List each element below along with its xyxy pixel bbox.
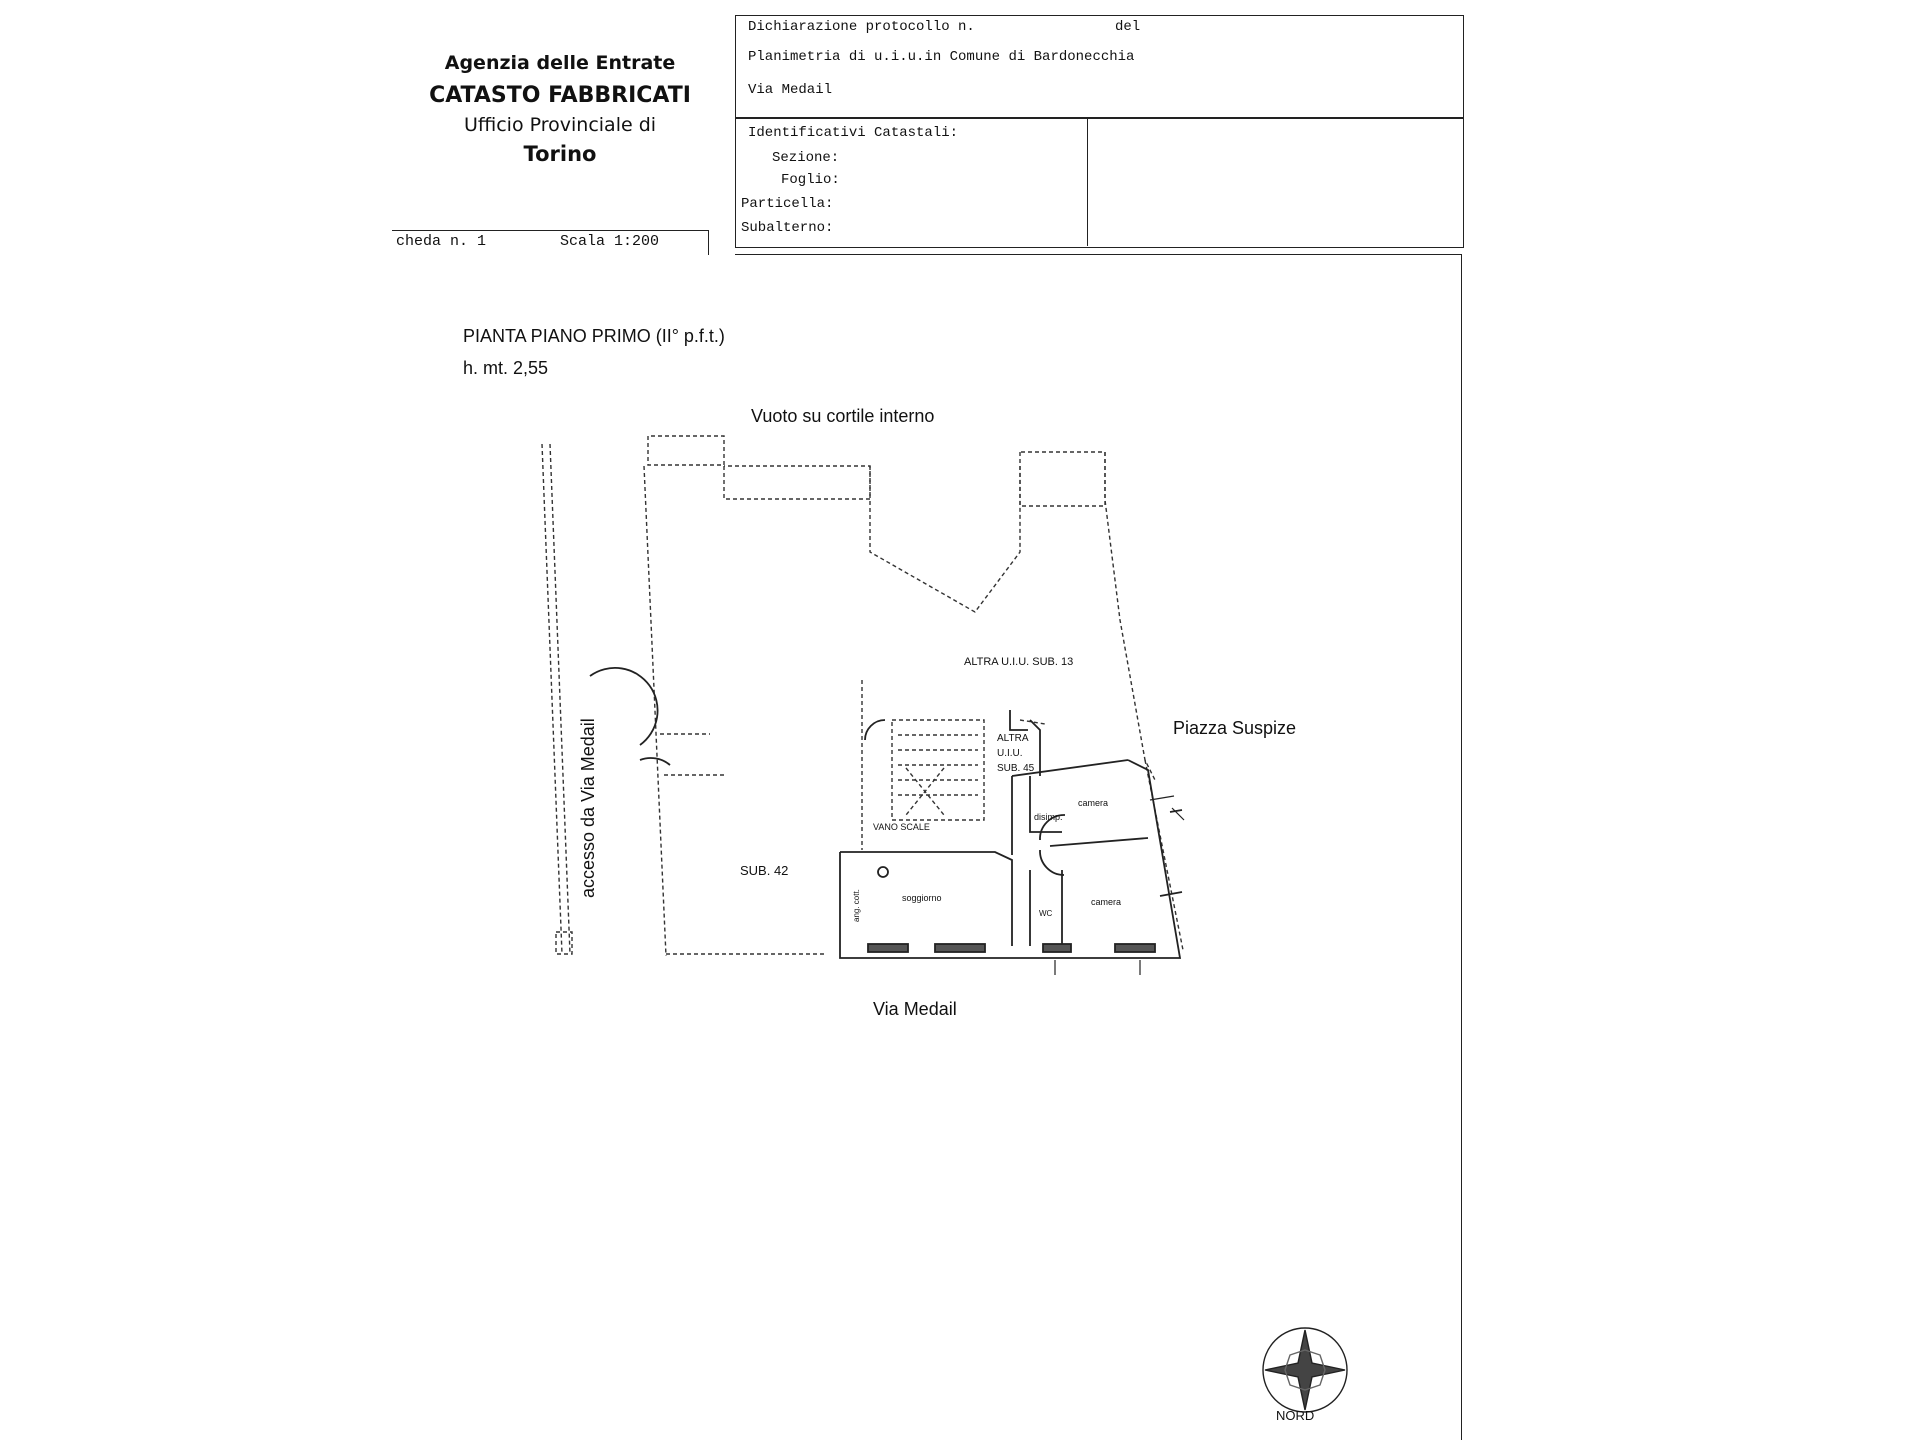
courtyard-label: Vuoto su cortile interno [751,406,935,426]
camera-label-2: camera [1091,897,1122,907]
plan-height: h. mt. 2,55 [463,358,549,378]
other-unit-label: ALTRA U.I.U. SUB. 13 [964,656,1074,668]
foglio-label: Foglio: [781,172,840,188]
catasto-title: CATASTO FABBRICATI [429,83,691,108]
altra-line1: ALTRA [997,733,1029,744]
plan-title: PIANTA PIANO PRIMO (II° p.f.t.) [463,326,725,346]
north-label: NORD [1276,1408,1315,1423]
north-compass [1263,1328,1347,1412]
camera-label-1: camera [1078,798,1109,808]
agency-name: Agenzia delle Entrate [444,52,676,74]
particella-label: Particella: [741,196,834,212]
planimetria-line: Planimetria di u.i.u.in Comune di Bardonecchia [748,49,1135,65]
altra-line2: U.I.U. [997,748,1023,759]
sub42-label: SUB. 42 [740,863,789,878]
protocol-line: Dichiarazione protocollo n. [748,19,975,35]
cadastral-title: Identificativi Catastali: [748,125,959,141]
scheda-number: cheda n. 1 [396,233,487,250]
disimpegno-label: disimp. [1034,812,1063,822]
stairs-label: VANO SCALE [873,822,930,832]
piazza-label: Piazza Suspize [1173,718,1297,738]
protocol-del: del [1115,19,1141,35]
address-line: Via Medail [748,82,833,98]
city-name: Torino [523,142,597,166]
altra-line3: SUB. 45 [997,763,1035,774]
scheda-scale: Scala 1:200 [560,233,660,250]
kitchen-label: ang. cott. [852,889,861,922]
bottom-street-label: Via Medail [873,999,957,1019]
ufficio-label: Ufficio Provinciale di [463,114,657,136]
soggiorno-label: soggiorno [902,893,942,903]
side-access-label: accesso da Via Medail [578,718,598,898]
sezione-label: Sezione: [772,150,840,166]
subalterno-label: Subalterno: [741,220,834,236]
wc-label: WC [1039,909,1053,918]
